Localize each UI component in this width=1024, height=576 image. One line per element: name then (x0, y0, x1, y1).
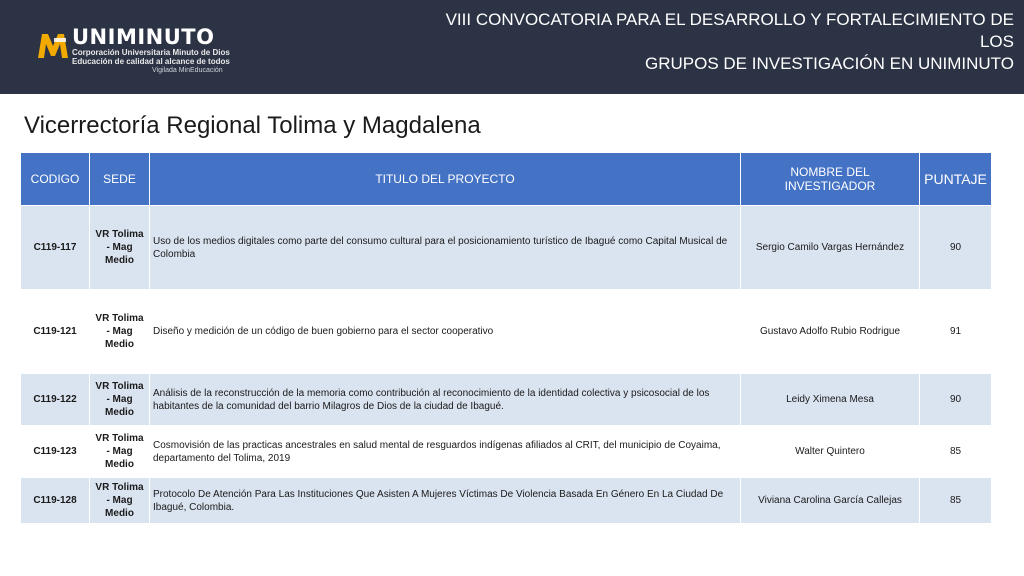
cell-titulo: Análisis de la reconstrucción de la memoria como contribución al reconocimiento de la identidad colectiva y psicosocial de los habitantes de la comunidad del barrio Milagros de Dios de la ciudad de Ibagué. (150, 373, 740, 425)
logo-tagline-3: Vigilada MinEducación (152, 67, 223, 74)
cell-investigador: Viviana Carolina García Callejas (741, 477, 919, 523)
page-title: Vicerrectoría Regional Tolima y Magdalena (24, 112, 481, 139)
cell-puntaje: 85 (920, 425, 991, 477)
cell-sede: VR Tolima - Mag Medio (90, 205, 149, 289)
cell-investigador: Walter Quintero (741, 425, 919, 477)
column-header-codigo: CODIGO (21, 153, 89, 205)
cell-codigo: C119-121 (21, 289, 89, 373)
table-row (21, 373, 991, 425)
cell-sede: VR Tolima - Mag Medio (90, 477, 149, 523)
logo-tagline-2: Educación de calidad al alcance de todos (72, 57, 230, 66)
cell-puntaje: 91 (920, 289, 991, 373)
column-header-investigador: NOMBRE DEL INVESTIGADOR (741, 153, 919, 205)
column-header-titulo: TITULO DEL PROYECTO (150, 153, 740, 205)
cell-sede: VR Tolima - Mag Medio (90, 289, 149, 373)
projects-table (20, 153, 992, 523)
cell-sede: VR Tolima - Mag Medio (90, 425, 149, 477)
cell-investigador: Leidy Ximena Mesa (741, 373, 919, 425)
cell-puntaje: 85 (920, 477, 991, 523)
logo-name: UNIMINUTO (72, 25, 215, 49)
cell-sede: VR Tolima - Mag Medio (90, 373, 149, 425)
cell-puntaje: 90 (920, 205, 991, 289)
cell-titulo: Cosmovisión de las practicas ancestrales en salud mental de resguardos indígenas afiliados al CRIT, del municipio de Coyaima, departamento del Tolima, 2019 (150, 425, 740, 477)
uniminuto-logo (36, 26, 266, 76)
md-logo-icon (36, 28, 70, 62)
cell-puntaje: 90 (920, 373, 991, 425)
cell-titulo: Protocolo De Atención Para Las Instituciones Que Asisten A Mujeres Víctimas De Violencia Basada En Género En La Ciudad De Ibagué, Colombia. (150, 477, 740, 523)
cell-codigo: C119-128 (21, 477, 89, 523)
table-row (21, 205, 991, 289)
logo-tagline-1: Corporación Universitaria Minuto de Dios (72, 48, 230, 57)
cell-titulo: Diseño y medición de un código de buen gobierno para el sector cooperativo (150, 289, 740, 373)
cell-codigo: C119-122 (21, 373, 89, 425)
cell-investigador: Gustavo Adolfo Rubio Rodrigue (741, 289, 919, 373)
table-row (21, 289, 991, 373)
header-title-line-1: VIII CONVOCATORIA PARA EL DESARROLLO Y FORTALECIMIENTO DE LOS (445, 10, 1014, 51)
column-header-sede: SEDE (90, 153, 149, 205)
header-banner (0, 0, 1024, 94)
cell-codigo: C119-117 (21, 205, 89, 289)
cell-investigador: Sergio Camilo Vargas Hernández (741, 205, 919, 289)
table-header-row (21, 153, 991, 205)
header-title-line-2: GRUPOS DE INVESTIGACIÓN EN UNIMINUTO (644, 54, 1014, 73)
cell-titulo: Uso de los medios digitales como parte del consumo cultural para el posicionamiento turístico de Ibagué como Capital Musical de Colombia (150, 205, 740, 289)
table-row (21, 477, 991, 523)
header-title (414, 9, 1014, 75)
cell-codigo: C119-123 (21, 425, 89, 477)
column-header-puntaje: PUNTAJE (920, 153, 991, 205)
table-row (21, 425, 991, 477)
